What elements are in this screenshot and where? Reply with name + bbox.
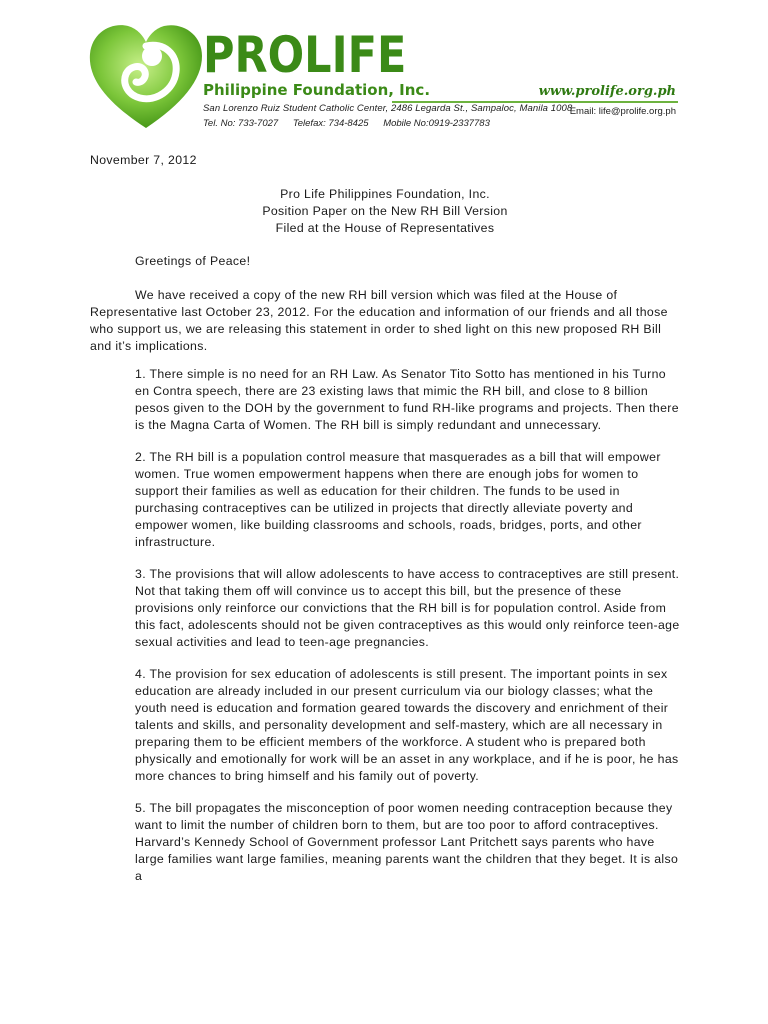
point-5: 5. The bill propagates the misconception of poor women needing contraception because they want to limit the number of children born to them, but are too poor to afford contraceptives. Harvard’s Kennedy School of Government professor Lant Pritchett says parents who have large families want large families, meaning parents want the children that they beget. It is also a	[135, 801, 679, 883]
intro-paragraph: We have received a copy of the new RH bill version which was filed at the House of Representative last October 23, 2012. For the education and information of our friends and all those who support us, we are releasing this statement in order to shed light on this new proposed RH Bill and it’s implications.	[90, 288, 668, 353]
heart-with-fetus-icon	[86, 20, 206, 132]
letter-date: November 7, 2012	[90, 153, 197, 167]
title-line: Pro Life Philippines Foundation, Inc.	[280, 187, 490, 201]
greeting: Greetings of Peace!	[135, 254, 251, 268]
point-2: 2. The RH bill is a population control measure that masquerades as a bill that will empower women. True women empowerment happens when there are enough jobs for women to support their families as well as education for their children. The funds to be used in purchasing contraceptives can be utilized in projects that directly alleviate poverty and empower women, like building classrooms and schools, roads, bridges, ports, and other infrastructure.	[135, 450, 661, 549]
brand-subtitle: Philippine Foundation, Inc.	[203, 81, 431, 99]
mobile: Mobile No:0919-2337783	[383, 118, 490, 129]
email[interactable]: Email: life@prolife.org.ph	[569, 106, 676, 117]
address: San Lorenzo Ruiz Student Catholic Center, 2486 Legarda St., Sampaloc, Manila 1008	[203, 103, 573, 114]
letterhead	[0, 0, 768, 140]
title-line: Position Paper on the New RH Bill Version	[262, 204, 508, 218]
website-rule	[392, 101, 678, 103]
contact-line	[203, 118, 502, 130]
point-4: 4. The provision for sex education of adolescents is still present. The important points in sex education are already included in our present curriculum via our biology classes; what the youth need is education and formation geared towards the discovery and enrichment of their talents and skills, and personality development and self-mastery, which are all necessary in preparing them to be efficient members of the workforce. A student who is prepared both physically and emotionally for work will be an asset in any workplace, and if he is poor, he has more chances to bring himself and his family out of poverty.	[135, 667, 679, 783]
telefax: Telefax: 734-8425	[292, 118, 369, 129]
point-3: 3. The provisions that will allow adolescents to have access to contraceptives are still present. Not that taking them off will convince us to accept this bill, but the presence of these provisions only reinforce our convictions that the RH bill is for population control. Aside from this fact, adolescents should not be given contraceptives as this would only reinforce teen-age sexual activities and lead to teen-age pregnancies.	[135, 567, 680, 649]
telephone: Tel. No: 733-7027	[203, 118, 279, 129]
website-link[interactable]: www.prolife.org.ph	[538, 84, 676, 99]
title-line: Filed at the House of Representatives	[275, 221, 495, 235]
brand-name: PROLIFE	[203, 26, 407, 84]
point-1: 1. There simple is no need for an RH Law. As Senator Tito Sotto has mentioned in his Turno en Contra speech, there are 23 existing laws that mimic the RH bill, and close to 8 billion pesos given to the DOH by the government to fund RH-like programs and projects. Then there is the Magna Carta of Women. The RH bill is simply redundant and unnecessary.	[135, 367, 679, 432]
letter-body	[90, 152, 680, 900]
document-title	[90, 186, 680, 237]
